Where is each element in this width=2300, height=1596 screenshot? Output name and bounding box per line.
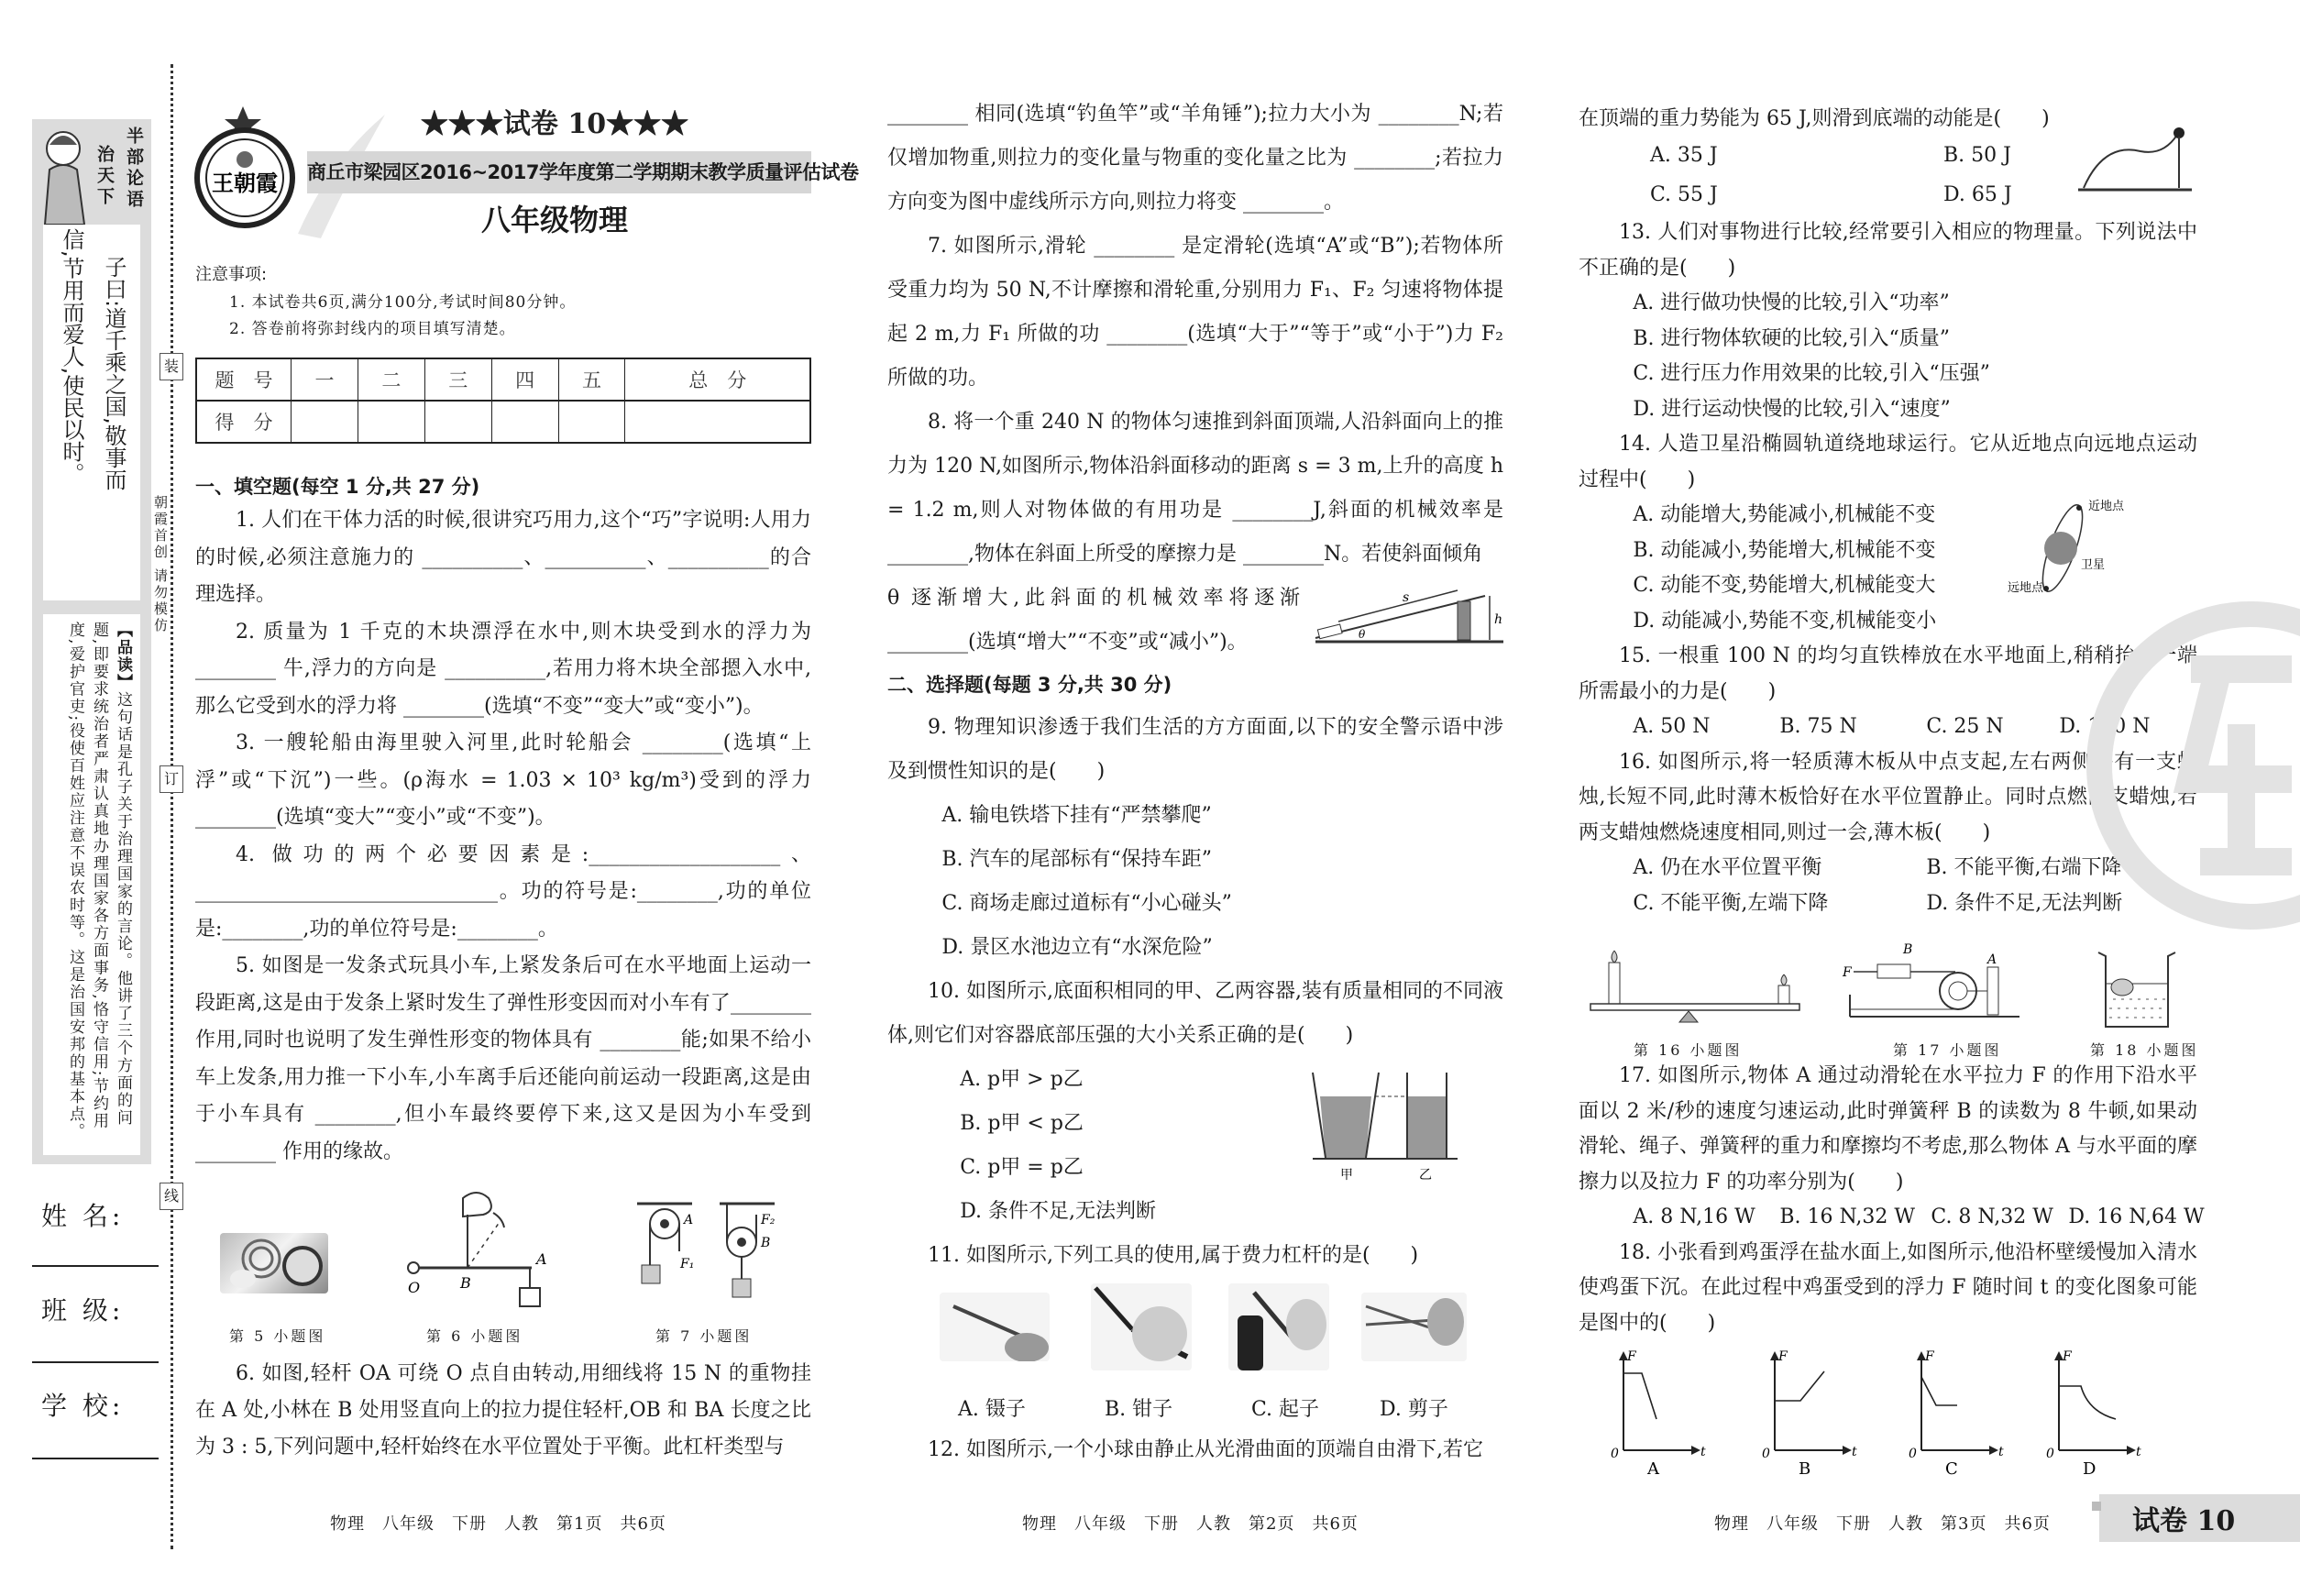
section-1-questions bbox=[195, 502, 811, 1171]
question-1: 1. 人们在干体力活的时候,很讲究巧用力,这个“巧”字说明:人用力的时候,必须注意施力的 __________、__________、__________的合理选择。 bbox=[195, 509, 811, 606]
question-18: 18. 小张看到鸡蛋浮在盐水面上,如图所示,他沿杯壁缓慢加入清水使鸡蛋下沉。在此过程中鸡蛋受到的浮力 F 随时间 t 的变化图象可能是图中的( ) bbox=[1579, 1240, 2197, 1335]
candle-board-diagram bbox=[1586, 949, 1806, 1027]
axis-origin: 0 bbox=[2046, 1447, 2054, 1461]
score-header: 四 bbox=[491, 358, 558, 401]
axis-label-t: t bbox=[1852, 1445, 1857, 1459]
pulley-diagram bbox=[633, 1196, 798, 1306]
label-s: s bbox=[1403, 590, 1410, 605]
tweezers-photo bbox=[940, 1293, 1050, 1361]
satellite-orbit-diagram bbox=[2008, 495, 2191, 600]
q11-option-d[interactable]: D. 剪子 bbox=[1380, 1398, 1448, 1421]
class-label: 班 级: bbox=[41, 1295, 125, 1326]
question-8: 8. 将一个重 240 N 的物体匀速推到斜面顶端,人沿斜面向上的推力为 120 N,如图所示,物体沿斜面移动的距离 s = 3 m,上升的高度 h = 1.2 m,则人对物体做的有用功是 ________J,斜面的机械效率是________,物体在斜面上所受的摩擦力是 ________N。若使斜面倾角 bbox=[887, 411, 1503, 566]
question-5: 5. 如图是一发条式玩具小车,上紧发条后可在水平地面上运动一段距离,这是由于发条上紧时发生了弹性形变因而对小车有了________ 作用,同时也说明了发生弹性形变的物体具有 ________能;如果不给小车上发条,用力推一下小车,小车离手后还能向前运动一段距离,这是由于小车具有 ________,但小车最终要停下来,这又是因为小车受到 ________ 作用的缘故。 bbox=[195, 954, 811, 1163]
question-8-tail: θ 逐渐增大,此斜面的机械效率将逐渐________(选填“增大”“不变”或“减小”)。 bbox=[887, 587, 1300, 654]
column-3-questions-b bbox=[1579, 1059, 2205, 1341]
axis-label-f: F bbox=[2063, 1349, 2072, 1364]
q17-option-c[interactable]: C. 8 N,32 W bbox=[1931, 1205, 2053, 1228]
containers-diagram bbox=[1311, 1071, 1503, 1185]
score-cell[interactable] bbox=[424, 401, 491, 443]
q16-option-c[interactable]: C. 不能平衡,左端下降 bbox=[1633, 891, 1829, 915]
name-label: 姓 名: bbox=[41, 1201, 125, 1231]
label-f2: F₂ bbox=[761, 1213, 776, 1227]
graph-option-a[interactable] bbox=[1609, 1348, 1710, 1476]
pulley-spring-scale-diagram bbox=[1841, 940, 2024, 1027]
exam-badge-text: 试卷 10 bbox=[2132, 1505, 2236, 1537]
confucius-cartoon-icon bbox=[34, 119, 91, 229]
figure-7-caption: 第 7 小题图 bbox=[655, 1327, 753, 1345]
question-12-block bbox=[887, 1428, 1503, 1472]
x-axis-arrow bbox=[1843, 1446, 1852, 1455]
question-16: 16. 如图所示,将一轻质薄木板从中点支起,左右两侧各有一支蜡烛,长短不同,此时薄木板恰好在水平位置静止。同时点燃两支蜡烛,若两支蜡烛燃烧速度相同,则过一会,薄木板( ) bbox=[1579, 750, 2197, 844]
question-9: 9. 物理知识渗透于我们生活的方方面面,以下的安全警示语中涉及到惯性知识的是( ) bbox=[887, 716, 1503, 783]
q15-option-a[interactable]: A. 50 N bbox=[1633, 715, 1711, 738]
q17-option-a[interactable]: A. 8 N,16 W bbox=[1633, 1205, 1755, 1228]
label-a: A bbox=[684, 1213, 694, 1227]
question-6: 6. 如图,轻杆 OA 可绕 O 点自由转动,用细线将 15 N 的重物挂在 A 处,小林在 B 处用竖直向上的拉力提住轻杆,OB 和 BA 长度之比为 3 : 5,下列问题中,轻杆始终在水平位置处于平衡。此杠杆类型与 bbox=[195, 1362, 811, 1458]
question-7: 7. 如图所示,滑轮 ________ 是定滑轮(选填“A”或“B”);若物体所受重力均为 50 N,不计摩擦和滑轮重,分别用力 F₁、F₂ 匀速将物体提起 2 m,力 F₁ 所做的功 ________(选填“大于”“等于”或“小于”)力 F₂ 所做的功。 bbox=[887, 235, 1503, 390]
question-15: 15. 一根重 100 N 的均匀直铁棒放在水平地面上,稍稍抬起一端所需最小的力是( ) bbox=[1579, 644, 2197, 703]
exam-badge bbox=[2099, 1494, 2300, 1542]
q15-option-b[interactable]: B. 75 N bbox=[1779, 715, 1857, 738]
quote-line-2: 信,节用而爱人,使民以时。 bbox=[59, 228, 84, 485]
question-10: 10. 如图所示,底面积相同的甲、乙两容器,装有质量相同的不同液体,则它们对容器底部压强的大小关系正确的是( ) bbox=[887, 980, 1503, 1047]
question-12-continued: 在顶端的重力势能为 65 J,则滑到底端的动能是( ) bbox=[1579, 107, 2050, 130]
question-4: 4. 做功的两个必要因素是:___________________、______________________________。功的符号是:________,功的单位是:________,功的单位符号是:________。 bbox=[195, 842, 811, 941]
score-header: 总 分 bbox=[625, 358, 810, 401]
egg-in-saltwater-diagram bbox=[2095, 949, 2177, 1031]
figure-5-caption: 第 5 小题图 bbox=[229, 1327, 326, 1345]
question-14: 14. 人造卫星沿椭圆轨道绕地球运行。它从近地点向远地点运动过程中( ) bbox=[1579, 433, 2197, 491]
notice-item: 1. 本试卷共6页,满分100分,考试时间80分钟。 bbox=[229, 293, 577, 312]
question-3: 3. 一艘轮船由海里驶入河里,此时轮船会 ________(选填“上浮”或“下沉”)一些。(ρ海水 = 1.03 × 10³ kg/m³)受到的浮力 ________(选填“变大”“变小”或“不变”)。 bbox=[195, 732, 811, 829]
q17-option-b[interactable]: B. 16 N,32 W bbox=[1779, 1205, 1915, 1228]
watermark-seal bbox=[2081, 596, 2300, 935]
figure-17-caption: 第 17 小题图 bbox=[1893, 1041, 2002, 1059]
score-header: 五 bbox=[558, 358, 625, 401]
q9-option-d[interactable]: D. 景区水池边立有“水深危险” bbox=[941, 936, 1213, 959]
score-cell[interactable] bbox=[358, 401, 424, 443]
title-banner bbox=[307, 151, 859, 193]
label-apogee: 远地点 bbox=[2008, 581, 2044, 595]
notice-item: 2. 答卷前将弥封线内的项目填写清楚。 bbox=[229, 320, 516, 338]
q12-option-c[interactable]: C. 55 J bbox=[1650, 183, 1718, 206]
score-header: 题 号 bbox=[196, 358, 292, 401]
q10-option-c[interactable]: C. p甲 = p乙 bbox=[960, 1156, 1084, 1179]
q16-option-d[interactable]: D. 条件不足,无法判断 bbox=[1926, 891, 2123, 915]
commentary-box bbox=[43, 614, 140, 1155]
logo-text: 王朝霞 bbox=[212, 170, 278, 196]
q15-option-d[interactable]: D. 100 N bbox=[2059, 715, 2151, 738]
score-header: 三 bbox=[424, 358, 491, 401]
binding-mark-xian: 线 bbox=[160, 1183, 183, 1210]
axis-origin: 0 bbox=[1909, 1447, 1917, 1461]
q12-option-a[interactable]: A. 35 J bbox=[1650, 144, 1718, 167]
axis-origin: 0 bbox=[1611, 1447, 1619, 1461]
page-1-footer: 物理 八年级 下册 人教 第1页 共6页 bbox=[330, 1514, 666, 1534]
section-2-heading: 二、选择题(每题 3 分,共 30 分) bbox=[887, 674, 1172, 696]
lever-diagram bbox=[403, 1187, 559, 1311]
label-f: F bbox=[1843, 965, 1852, 980]
q9-option-a[interactable]: A. 输电铁塔下挂有“严禁攀爬” bbox=[941, 804, 1212, 827]
force-curve bbox=[1775, 1371, 1824, 1401]
binding-line bbox=[171, 64, 173, 1549]
pliers-photo bbox=[1091, 1283, 1192, 1370]
force-curve bbox=[1623, 1373, 1656, 1419]
q16-option-b[interactable]: B. 不能平衡,右端下降 bbox=[1926, 856, 2122, 879]
graph-option-d[interactable] bbox=[2044, 1348, 2145, 1476]
subject-title: 八年级物理 bbox=[480, 203, 628, 237]
commentary-text: 这句话是孔子关于治理国家的言论。他讲了三个方面的问题,即要求统治者严肃认真地办理国家各方面事务,恪守信用;节约用度,爱护官吏;役使百姓应注意不误农时等。这是治国安邦的基本点。 bbox=[66, 622, 132, 1141]
section-1-heading: 一、填空题(每空 1 分,共 27 分) bbox=[195, 476, 480, 498]
q17-option-d[interactable]: D. 16 N,64 W bbox=[2068, 1205, 2205, 1228]
motto-b: 治天下 bbox=[94, 145, 115, 208]
label-b: B bbox=[761, 1236, 771, 1250]
q14-option-d[interactable]: D. 动能减小,势能不变,机械能变小 bbox=[1633, 609, 1937, 633]
label-perigee: 近地点 bbox=[2088, 500, 2125, 513]
graph-label: C bbox=[1945, 1459, 1958, 1476]
q17-options bbox=[1579, 1200, 2205, 1236]
score-row-label: 得 分 bbox=[196, 401, 292, 443]
score-header: 二 bbox=[358, 358, 424, 401]
axis-label-f: F bbox=[1778, 1349, 1788, 1364]
binding-notice: 朝霞首创 请勿模仿 bbox=[152, 495, 169, 634]
q16-option-a[interactable]: A. 仍在水平位置平衡 bbox=[1633, 856, 1822, 879]
label-theta: θ bbox=[1359, 628, 1366, 641]
q12-option-b[interactable]: B. 50 J bbox=[1943, 144, 2011, 167]
page-2-footer: 物理 八年级 下册 人教 第2页 共6页 bbox=[1022, 1514, 1359, 1534]
graph-label: A bbox=[1647, 1459, 1659, 1476]
label-a: A bbox=[536, 1250, 547, 1268]
x-axis-arrow bbox=[1989, 1446, 1998, 1455]
axis-label-f: F bbox=[1627, 1349, 1636, 1364]
q12-option-d[interactable]: D. 65 J bbox=[1943, 183, 2012, 206]
binding-mark-ding: 订 bbox=[160, 765, 183, 793]
q11-option-b[interactable]: B. 钳子 bbox=[1105, 1398, 1173, 1421]
quote-box bbox=[43, 225, 140, 600]
question-12: 12. 如图所示,一个小球由静止从光滑曲面的顶端自由滑下,若它 bbox=[928, 1438, 1483, 1461]
school-field[interactable] bbox=[32, 1458, 159, 1459]
figure-16-caption: 第 16 小题图 bbox=[1634, 1041, 1743, 1059]
q15-option-c[interactable]: C. 25 N bbox=[1926, 715, 2004, 738]
commentary-label: 【品读】 bbox=[114, 622, 132, 691]
graph-label: D bbox=[2083, 1459, 2096, 1476]
q14-option-b[interactable]: B. 动能减小,势能增大,机械能不变 bbox=[1633, 538, 1936, 562]
score-cell[interactable] bbox=[292, 401, 358, 443]
question-13: 13. 人们对事物进行比较,经常要引入相应的物理量。下列说法中不正确的是( ) bbox=[1579, 221, 2197, 280]
exam-title: 商丘市梁园区2016~2017学年度第二学期期末教学质量评估试卷 bbox=[307, 161, 859, 183]
label-f1: F₁ bbox=[680, 1257, 695, 1271]
q11-option-a[interactable]: A. 镊子 bbox=[958, 1398, 1026, 1421]
label-jia: 甲 bbox=[1340, 1168, 1353, 1183]
question-6-block bbox=[195, 1356, 811, 1466]
figure-18-caption: 第 18 小题图 bbox=[2090, 1041, 2199, 1059]
label-o: O bbox=[408, 1279, 421, 1296]
question-17: 17. 如图所示,物体 A 通过动滑轮在水平拉力 F 的作用下沿水平面以 2 米/秒的速度匀速运动,此时弹簧秤 B 的读数为 8 牛顿,如果动滑轮、绳子、弹簧秤的重力和摩擦均不考虑,那么物体 A 与水平面的摩擦力以及拉力 F 的功率分别为( ) bbox=[1579, 1064, 2197, 1194]
graph-option-c[interactable] bbox=[1907, 1348, 2008, 1476]
axis-label-t: t bbox=[2136, 1445, 2141, 1459]
force-curve bbox=[2059, 1386, 2116, 1419]
q9-option-c[interactable]: C. 商场走廊过道标有“小心碰头” bbox=[941, 892, 1232, 915]
brand-logo-seal bbox=[188, 103, 307, 231]
q11-option-c[interactable]: C. 起子 bbox=[1251, 1398, 1320, 1421]
score-cell[interactable] bbox=[625, 401, 810, 443]
name-field[interactable] bbox=[32, 1265, 159, 1267]
scissors-photo bbox=[1361, 1293, 1467, 1361]
sidebar-quote-panel bbox=[32, 119, 151, 1164]
figure-6-caption: 第 6 小题图 bbox=[426, 1327, 523, 1345]
score-table bbox=[195, 358, 811, 444]
binding-mark-zhuang: 装 bbox=[160, 353, 183, 380]
axis-label-f: F bbox=[1925, 1349, 1934, 1364]
force-curve bbox=[1921, 1377, 1957, 1405]
axis-label-t: t bbox=[1998, 1445, 2004, 1459]
page-3-footer: 物理 八年级 下册 人教 第3页 共6页 bbox=[1714, 1514, 2051, 1534]
q14-option-a[interactable]: A. 动能增大,势能减小,机械能不变 bbox=[1633, 503, 1936, 526]
score-cell[interactable] bbox=[558, 401, 625, 443]
score-header: 一 bbox=[292, 358, 358, 401]
class-field[interactable] bbox=[32, 1361, 159, 1363]
label-h: h bbox=[1494, 612, 1503, 627]
q10-option-d[interactable]: D. 条件不足,无法判断 bbox=[960, 1200, 1157, 1223]
notice-heading: 注意事项: bbox=[195, 265, 268, 284]
q14-option-c[interactable]: C. 动能不变,势能增大,机械能变大 bbox=[1633, 574, 1936, 597]
label-a: A bbox=[1987, 952, 1997, 967]
q13-option-a[interactable]: A. 进行做功快慢的比较,引入“功率” bbox=[1633, 292, 1950, 314]
bottle-opener-photo bbox=[1228, 1283, 1329, 1370]
axis-label-t: t bbox=[1700, 1445, 1706, 1459]
q13-option-c[interactable]: C. 进行压力作用效果的比较,引入“压强” bbox=[1633, 362, 1990, 385]
motto-a: 半部论语 bbox=[124, 127, 144, 211]
q13-option-d[interactable]: D. 进行运动快慢的比较,引入“速度” bbox=[1633, 397, 1951, 421]
x-axis-arrow bbox=[1691, 1446, 1700, 1455]
school-label: 学 校: bbox=[41, 1391, 125, 1421]
graph-label: B bbox=[1799, 1459, 1811, 1476]
wind-up-toy-car-photo bbox=[220, 1233, 328, 1293]
score-cell[interactable] bbox=[491, 401, 558, 443]
quote-line-1: 子曰:道千乘之国,敬事而 bbox=[101, 256, 127, 490]
curved-slope-diagram bbox=[2076, 124, 2195, 197]
q9-option-b[interactable]: B. 汽车的尾部标有“保持车距” bbox=[941, 848, 1213, 871]
question-6-continued: ________ 相同(选填“钓鱼竿”或“羊角锤”);拉力大小为 ________N;若仅增加物重,则拉力的变化量与物重的变化量之比为 ________;若拉力方向变为图中虚线所示方向,则拉力将变 ________。 bbox=[887, 103, 1503, 214]
incline-diagram bbox=[1311, 576, 1508, 649]
q10-option-b[interactable]: B. p甲 < p乙 bbox=[960, 1112, 1084, 1135]
exam-number: ★★★试卷 10★★★ bbox=[420, 108, 689, 140]
q10-option-a[interactable]: A. p甲 > p乙 bbox=[960, 1068, 1084, 1091]
label-b: B bbox=[1903, 942, 1913, 957]
label-satellite: 卫星 bbox=[2081, 558, 2106, 572]
label-yi: 乙 bbox=[1419, 1168, 1432, 1183]
x-axis-arrow bbox=[2127, 1446, 2136, 1455]
q13-option-b[interactable]: B. 进行物体软硬的比较,引入“质量” bbox=[1633, 326, 1951, 350]
label-b: B bbox=[460, 1274, 471, 1292]
question-2: 2. 质量为 1 千克的木块漂浮在水中,则木块受到水的浮力为________ 牛,浮力的方向是 __________,若用力将木块全部摁入水中,那么它受到水的浮力将 ________(选填“不变”“变大”或“变小”)。 bbox=[195, 620, 811, 718]
graph-option-b[interactable] bbox=[1760, 1348, 1861, 1476]
column-2-choice-questions bbox=[887, 706, 1503, 1278]
axis-origin: 0 bbox=[1762, 1447, 1770, 1461]
question-11: 11. 如图所示,下列工具的使用,属于费力杠杆的是( ) bbox=[928, 1244, 1419, 1267]
